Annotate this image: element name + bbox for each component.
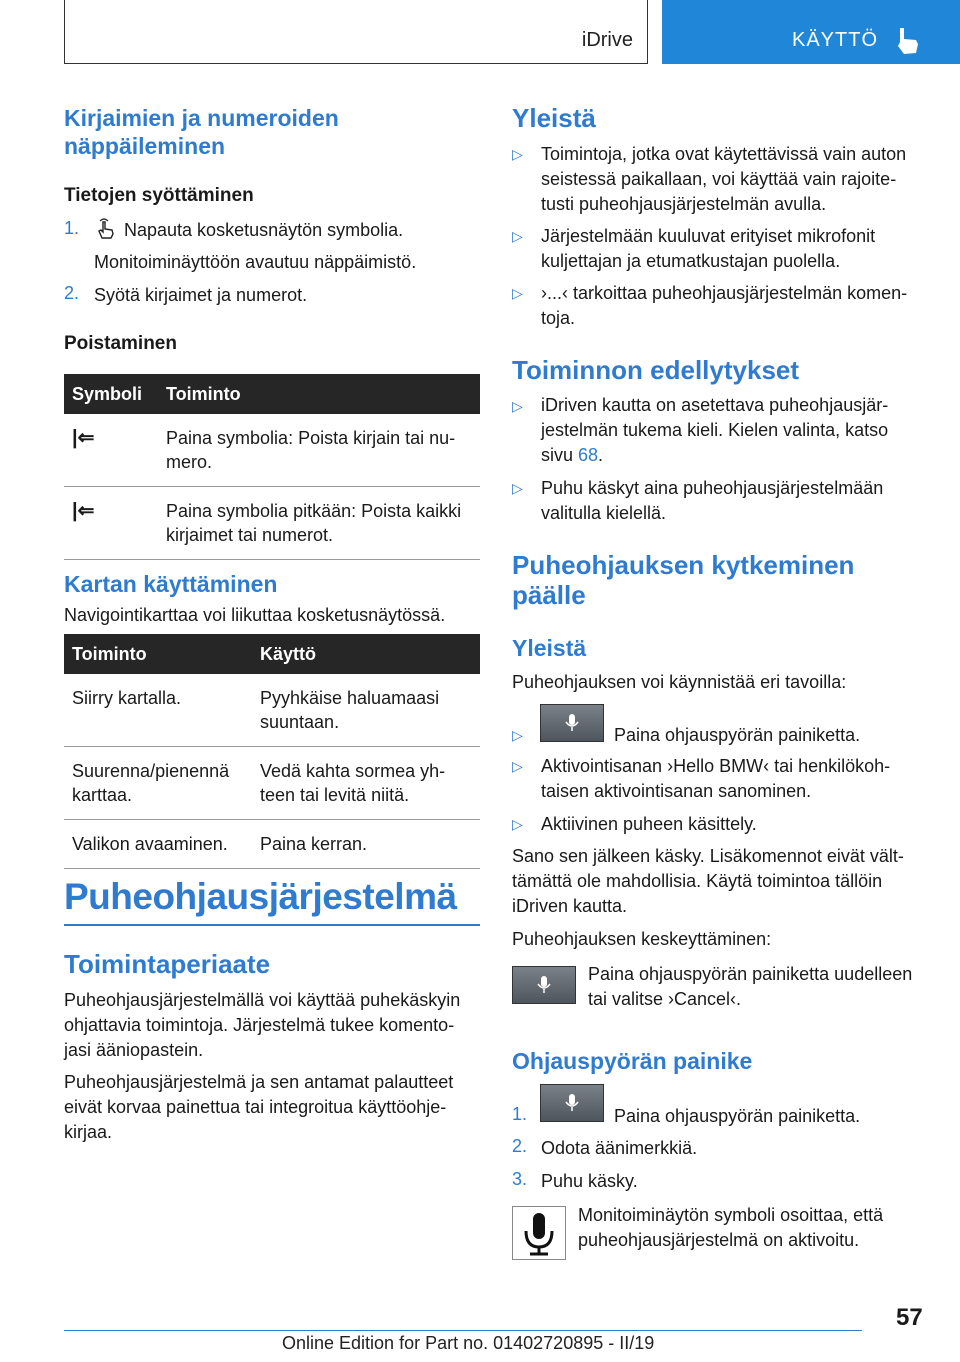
step-text: Napauta kosketusnäytön symbolia. [124,220,404,240]
cell-text: Pyyhkäise haluamaasi [260,688,440,708]
heading-keyboard-l1: Kirjaimien ja numeroiden [64,105,339,131]
table-header: Symboli [64,374,158,414]
table-map [64,634,480,869]
header-section: iDrive [581,29,633,51]
page-link[interactable]: 68 [578,445,599,465]
paragraph [64,1070,484,1145]
heading-general: Yleistä [512,103,596,133]
heading-principle: Toimintaperiaate [64,949,271,979]
step-number: 2. [64,283,80,303]
subheading-general: Yleistä [512,635,587,661]
cell-text: teen tai levitä niitä. [260,785,410,805]
hand-pointer-icon [894,26,920,56]
table-header: Käyttö [252,634,480,674]
bullet-triangle-icon: ▷ [512,816,523,832]
table-row [64,414,480,487]
heading-switch-on: Puheohjauksen kytkeminen päälle [512,550,855,610]
page-title: Puheohjausjärjestelmä [64,876,457,917]
table-row [64,674,480,747]
heading-input: Tietojen syöttäminen [64,185,254,206]
step-text: Puhu käsky. [541,1171,638,1191]
para-line: ohjattavia toimintoja. Järjestelmä tukee komento- [64,1015,455,1035]
bullet-triangle-icon: ▷ [512,398,523,414]
bullet-triangle-icon: ▷ [512,285,523,301]
paragraph [64,988,484,1063]
heading-button: Ohjauspyörän painike [512,1048,753,1074]
heading-requirements: Toiminnon edellytykset [512,355,800,385]
footer-edition: Online Edition for Part no. 01402720895 - II/19 [282,1333,655,1353]
header-chapter-box [662,0,960,64]
step-number: 3. [512,1169,528,1189]
step-text: Paina ohjauspyörän painiketta. [614,1106,861,1126]
left-column [64,104,484,160]
active-text: Monitoiminäytön symboli osoittaa, että puheohjausjärjestelmä on aktivoitu. [578,1205,884,1250]
heading-map: Kartan käyttäminen [64,571,278,597]
bullet-text: Toimintoja, jotka ovat käytettävissä vain auton seistessä paikallaan, voi käyttää vain rajoite- tusti puheohjausjärjestelmän avulla. [541,144,907,214]
step-text: Odota äänimerkkiä. [541,1138,698,1158]
bullet-triangle-icon: ▷ [512,480,523,496]
cell-text: Valikon avaaminen. [72,834,228,854]
cell-text: Vedä kahta sormea yh- [260,761,446,781]
backspace-icon: |⇐ [72,427,95,449]
bullet-triangle-icon: ▷ [512,146,523,162]
steering-wheel-voice-button-icon [512,966,576,1004]
map-intro: Navigointikarttaa voi liikuttaa kosketusnäytössä. [64,605,446,625]
steering-wheel-voice-button-icon [540,704,604,742]
page-number: 57 [896,1304,923,1331]
header-section-box [64,0,648,64]
footer-divider [64,1330,862,1331]
header-chapter: KÄYTTÖ [792,29,879,51]
step-result: Monitoiminäyttöön avautuu näppäimistö. [94,252,417,272]
cell-text: Paina symbolia pitkään: Poista kaikki [166,501,462,521]
cell-text: Paina symbolia: Poista kirjain tai nu- [166,428,456,448]
switch-on-intro: Puheohjauksen voi käynnistää eri tavoilla: [512,672,847,692]
heading-keyboard [64,104,484,160]
cell-text: Suurenna/pienennä [72,761,230,781]
big-title-box [64,876,480,926]
cell-text: suuntaan. [260,712,340,732]
para-line: kirjaa. [64,1122,113,1142]
step-text: Syötä kirjaimet ja numerot. [94,285,308,305]
bullet-text: iDriven kautta on asetettava puheohjausjär- jestelmän tukema kieli. Kielen valinta, katso sivu 68. [541,395,889,465]
table-row [64,820,480,869]
bullet-text: Puhu käskyt aina puheohjausjärjestelmään valitulla kielellä. [541,478,884,523]
para-line: jasi ääniopastein. [64,1040,204,1060]
bullet-text: Aktivointisanan ›Hello BMW‹ tai henkilökoh- taisen aktivointisanan sanominen. [541,756,891,801]
cell-text: mero. [166,452,213,472]
heading-keyboard-l2: näppäileminen [64,133,226,159]
microphone-icon [512,1206,566,1260]
table-row [64,487,480,560]
bullet-triangle-icon: ▷ [512,228,523,244]
para-line: Puheohjausjärjestelmä ja sen antamat palautteet [64,1072,454,1092]
cancel-text: Paina ohjauspyörän painiketta uudelleen tai valitse ›Cancel‹. [588,964,913,1009]
bullet-triangle-icon: ▷ [512,758,523,774]
table-delete [64,374,480,560]
bullet-text: Järjestelmään kuuluvat erityiset mikrofonit kuljettajan ja etumatkustajan puolella. [541,226,876,271]
backspace-icon: |⇐ [72,500,95,522]
heading-delete: Poistaminen [64,333,177,354]
table-row [64,747,480,820]
para-line: Puheohjausjärjestelmällä voi käyttää puhekäskyin [64,990,461,1010]
touch-hand-icon [95,218,117,240]
cell-text: Siirry kartalla. [72,688,182,708]
cell-text: karttaa. [72,785,133,805]
cell-text: kirjaimet tai numerot. [166,525,334,545]
table-header: Toiminto [64,634,252,674]
bullet-text: ›...‹ tarkoittaa puheohjausjärjestelmän komen- toja. [541,283,908,328]
para-line: eivät korvaa painettua tai integroitua käyttöohje- [64,1097,447,1117]
bullet-text: Aktiivinen puheen käsittely. [541,814,757,834]
steering-wheel-voice-button-icon [540,1084,604,1122]
cell-text: Paina kerran. [260,834,368,854]
bullet-triangle-icon: ▷ [512,727,523,743]
step-number: 1. [512,1104,528,1124]
paragraph: Puheohjauksen keskeyttäminen: [512,929,772,949]
step-number: 2. [512,1136,528,1156]
paragraph: Sano sen jälkeen käsky. Lisäkomennot eivät vält- tämättä ole mahdollisia. Käytä toimintoa tällöin iDriven kautta. [512,846,904,916]
step-number: 1. [64,218,80,238]
bullet-text: Paina ohjauspyörän painiketta. [614,725,861,745]
table-header: Toiminto [158,374,480,414]
